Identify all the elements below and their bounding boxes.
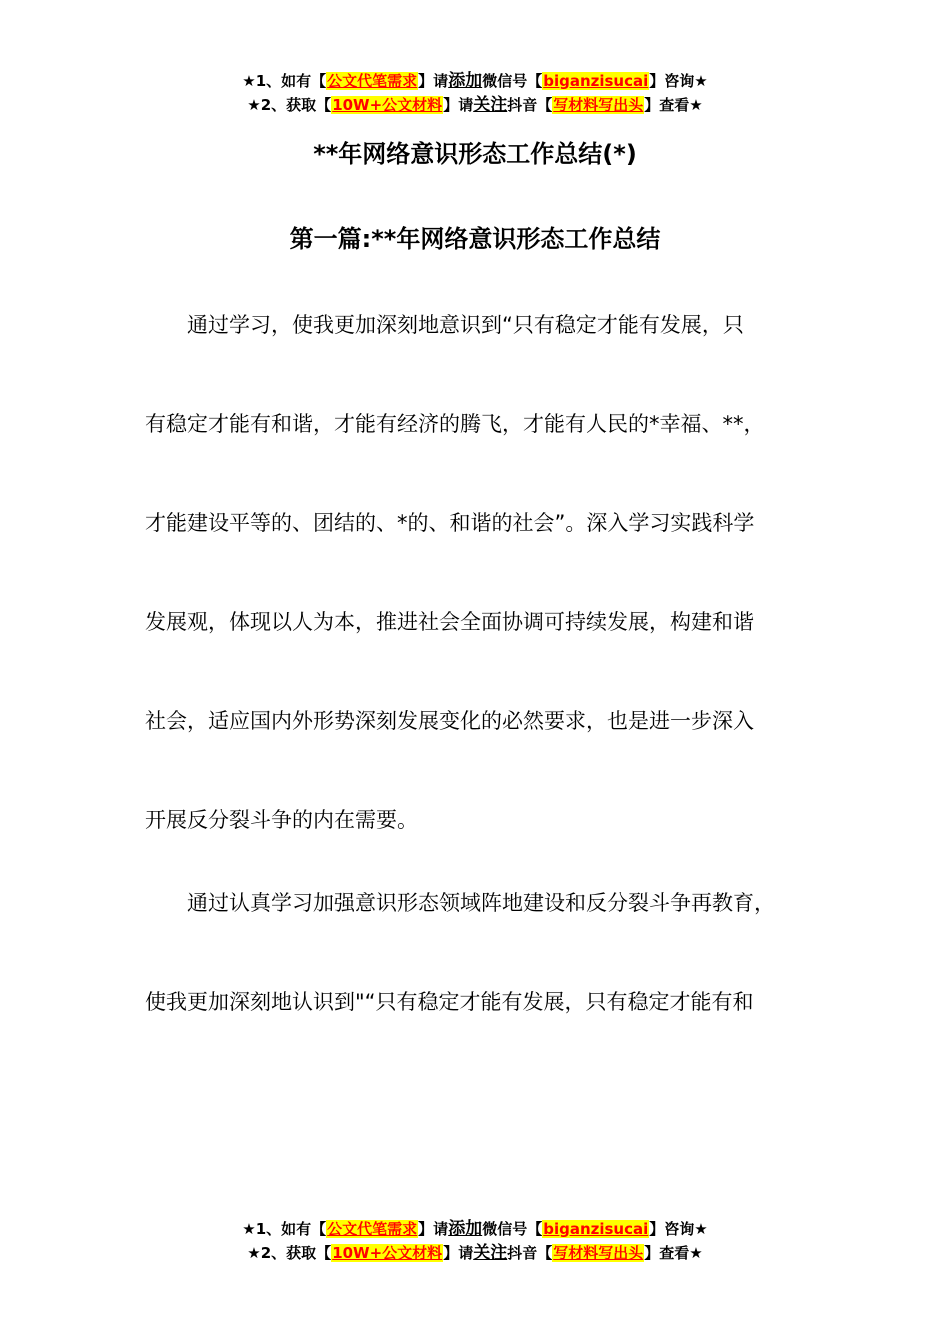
- body-line: 发展观，体现以人为本，推进社会全面协调可持续发展，构建和谐: [145, 610, 754, 634]
- banner-line-1: [0, 1217, 950, 1241]
- footer-banner: [0, 1217, 950, 1265]
- banner-text: 】咨询★: [649, 1220, 708, 1238]
- banner-line-2: [0, 1241, 950, 1265]
- banner-text: 】查看★: [644, 96, 703, 114]
- banner-text: 抖音【: [507, 96, 553, 114]
- banner-highlight: 写材料写出头: [553, 1244, 644, 1262]
- banner-highlight: 10W+公文材料: [332, 1244, 443, 1262]
- banner-text: 】咨询★: [649, 72, 708, 90]
- body-line: 有稳定才能有和谐，才能有经济的腾飞，才能有人民的*幸福、**，: [145, 412, 765, 436]
- banner-line-2: [0, 93, 950, 117]
- banner-text: 】请: [418, 72, 449, 90]
- banner-text: ★1、如有【: [242, 1220, 327, 1238]
- banner-highlight: 公文代笔需求: [327, 1220, 418, 1238]
- banner-emphasis: 关注: [473, 95, 508, 115]
- banner-highlight: biganzisucai: [543, 72, 649, 90]
- body-line: 通过学习，使我更加深刻地意识到“只有稳定才能有发展，只: [145, 313, 744, 337]
- banner-text: 抖音【: [507, 1244, 553, 1262]
- banner-highlight: 10W+公文材料: [332, 96, 443, 114]
- section-title: 第一篇:**年网络意识形态工作总结: [289, 225, 661, 253]
- banner-text: ★2、获取【: [247, 1244, 332, 1262]
- body-line: 才能建设平等的、团结的、*的、和谐的社会”。深入学习实践科学: [145, 511, 755, 535]
- body-line: 开展反分裂斗争的内在需要。: [145, 808, 418, 832]
- document-title: **年网络意识形态工作总结(*): [313, 140, 637, 168]
- header-banner: [0, 69, 950, 117]
- body-line: 通过认真学习加强意识形态领域阵地建设和反分裂斗争再教育，: [145, 891, 775, 915]
- banner-text: 】查看★: [644, 1244, 703, 1262]
- body-line: 社会，适应国内外形势深刻发展变化的必然要求，也是进一步深入: [145, 709, 754, 733]
- banner-emphasis: 添加: [448, 71, 483, 91]
- banner-highlight: biganzisucai: [543, 1220, 649, 1238]
- banner-emphasis: 添加: [448, 1219, 483, 1239]
- banner-highlight: 公文代笔需求: [327, 72, 418, 90]
- banner-text: ★2、获取【: [247, 96, 332, 114]
- banner-highlight: 写材料写出头: [553, 96, 644, 114]
- banner-line-1: [0, 69, 950, 93]
- banner-text: 微信号【: [482, 72, 543, 90]
- banner-text: 】请: [443, 1244, 474, 1262]
- banner-text: 微信号【: [482, 1220, 543, 1238]
- banner-text: 】请: [443, 96, 474, 114]
- banner-emphasis: 关注: [473, 1243, 508, 1263]
- banner-text: ★1、如有【: [242, 72, 327, 90]
- body-line: 使我更加深刻地认识到"“只有稳定才能有发展，只有稳定才能有和: [145, 990, 754, 1014]
- banner-text: 】请: [418, 1220, 449, 1238]
